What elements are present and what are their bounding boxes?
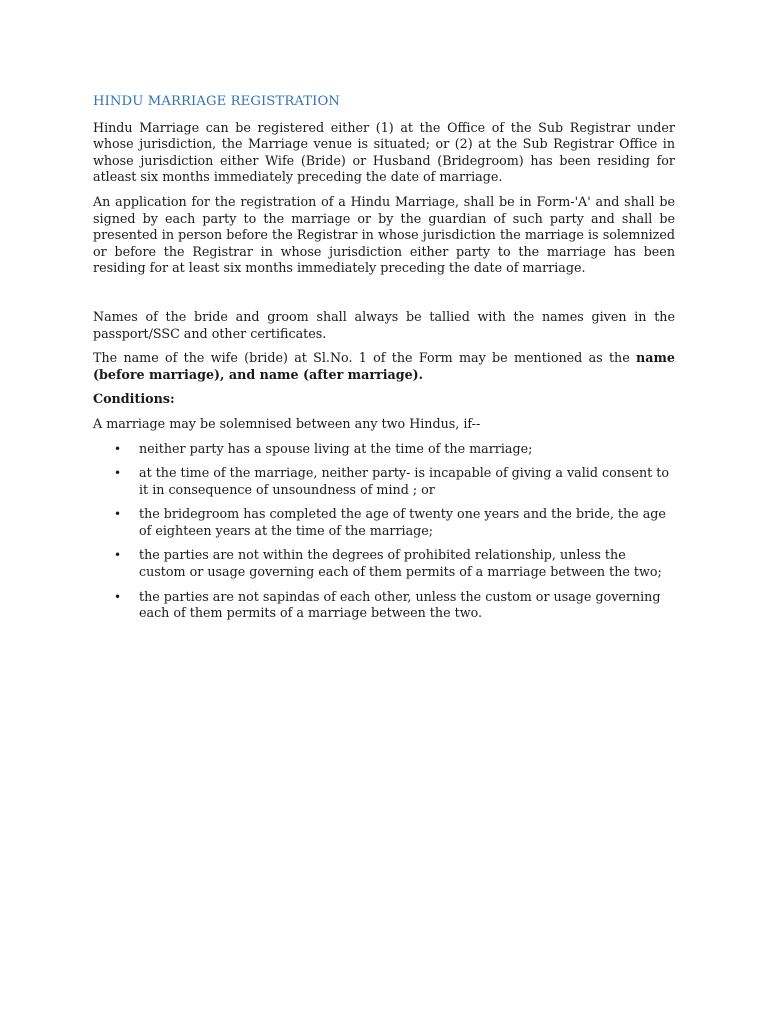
bullet-icon: • xyxy=(114,589,122,604)
bullet-icon: • xyxy=(114,548,122,563)
list-item-text: the parties are not sapindas of each other, unless the custom or usage governing each of them permits of a marriage between the two. xyxy=(139,588,661,621)
list-item-text: at the time of the marriage, neither party- is incapable of giving a valid consent to it in consequence of unsoundness of mind ; or xyxy=(139,465,669,497)
list-item-text: the bridegroom has completed the age of twenty one years and the bride, the age of eighteen years at the time of the marriage; xyxy=(139,506,666,538)
wife-name-text: The name of the wife (bride) at Sl.No. 1 of the Form may be mentioned as the xyxy=(93,350,637,366)
conditions-intro: A marriage may be solemnised between any two Hindus, if-- xyxy=(93,415,481,431)
paragraph-wife-name xyxy=(93,350,675,383)
list-item xyxy=(93,547,675,580)
bullet-icon: • xyxy=(114,466,122,481)
bullet-icon: • xyxy=(114,441,122,456)
list-item xyxy=(93,589,675,622)
paragraph-registration-location: Hindu Marriage can be registered either (1) at the Office of the Sub Registrar under whose jurisdiction, the Marriage venue is situated; or (2) at the Sub Registrar Office in whose jurisdiction either Wife (Bride) or Husband (Bridegroom) has been residing for atleast six months immediately preceding the date of marriage. xyxy=(93,119,675,185)
list-item-text: neither party has a spouse living at the time of the marriage; xyxy=(139,440,533,456)
list-item xyxy=(93,506,675,539)
document-page xyxy=(93,94,675,630)
document-heading: HINDU MARRIAGE REGISTRATION xyxy=(93,94,341,109)
paragraph-application: An application for the registration of a Hindu Marriage, shall be in Form-'A' and shall be signed by each party to the marriage or by the guardian of such party and shall be presented in person before the Registrar in whose jurisdiction the marriage is solemnized or before the Registrar in whose jurisdiction either party to the marriage has been residing for at least six months immediately preceding the date of marriage. xyxy=(93,193,675,276)
conditions-list xyxy=(93,441,675,622)
paragraph-names: Names of the bride and groom shall always be tallied with the names given in the passport/SSC and other certificates. xyxy=(93,308,675,341)
paragraph-gap xyxy=(93,285,675,309)
list-item-text: the parties are not within the degrees of prohibited relationship, unless the custom or usage governing each of them permits of a marriage between the two; xyxy=(139,547,662,580)
wife-name-bold: name (before marriage), and name (after marriage). xyxy=(93,350,675,382)
list-item xyxy=(93,441,675,458)
bullet-icon: • xyxy=(114,507,122,522)
list-item xyxy=(93,465,675,498)
conditions-heading: Conditions: xyxy=(93,391,175,407)
